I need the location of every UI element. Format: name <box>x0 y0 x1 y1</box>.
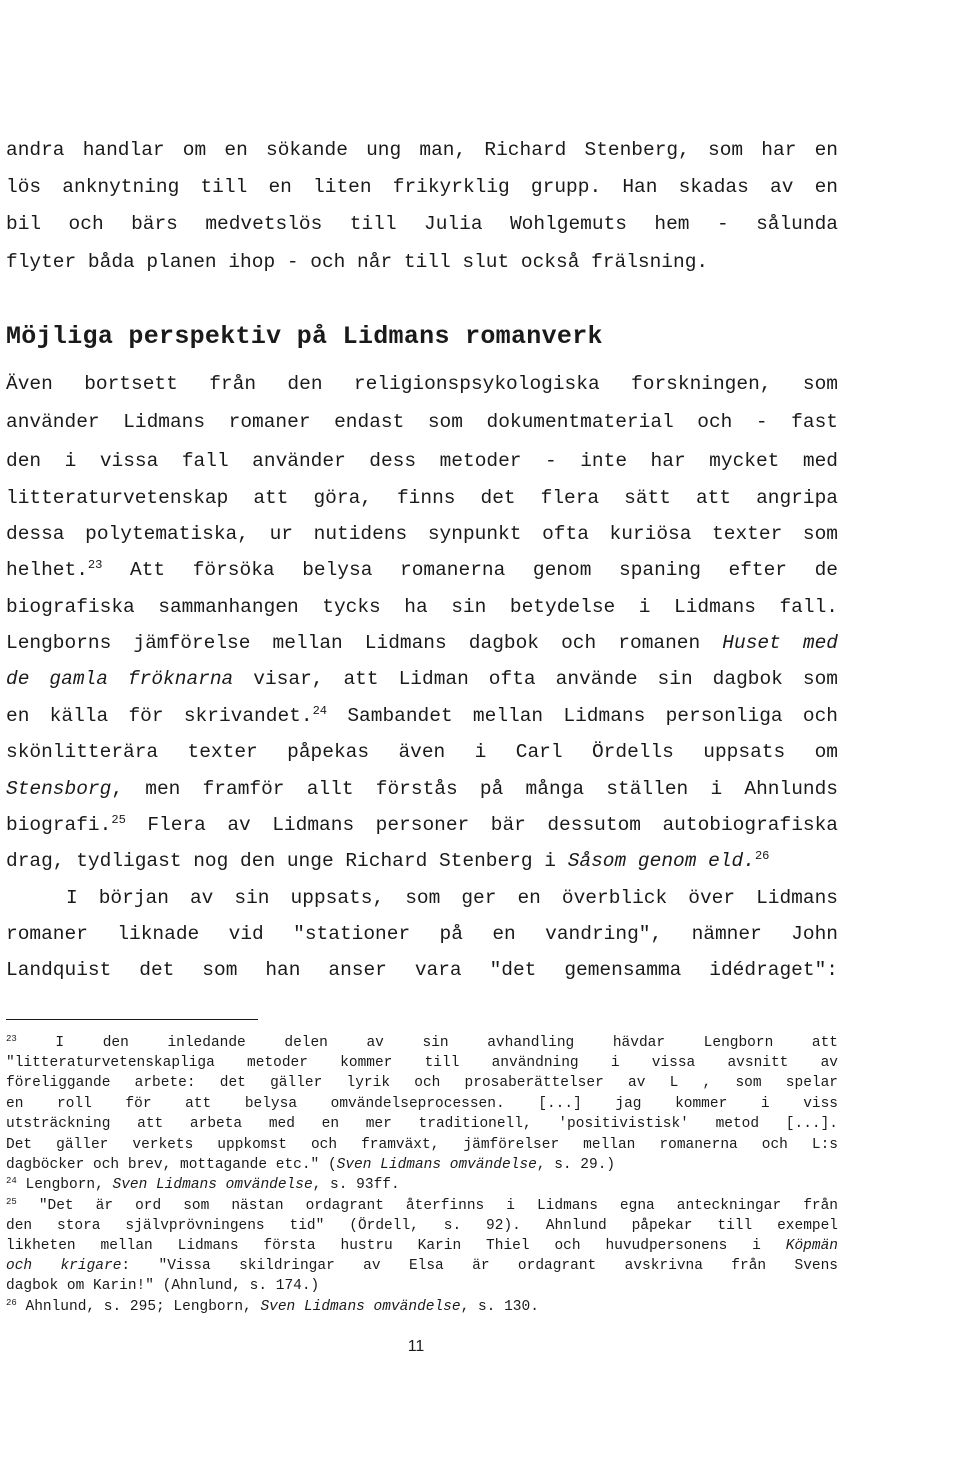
body-line-5: dessa polytematiska, ur nutidens synpunkt ofta kuriösa texter som <box>6 523 838 545</box>
intro-line-1: andra handlar om en sökande ung man, Richard Stenberg, som har en <box>6 139 838 161</box>
body-line-17: Landquist det som han anser vara "det gemensamma idédraget": <box>6 959 838 981</box>
intro-line-3: bil och bärs medvetslös till Julia Wohlgemuts hem - sålunda <box>6 213 838 235</box>
text: Sven Lidmans omvändelse <box>112 1177 313 1193</box>
text: , s. 29.) <box>536 1157 616 1173</box>
text: , men framför allt förstås på många ställen i Ahnlunds <box>111 778 838 800</box>
footnote-number-25: 25 <box>6 1196 17 1207</box>
body-line-2: använder Lidmans romaner endast som dokumentmaterial och - fast <box>6 411 838 433</box>
footnote-ref-24: 24 <box>312 703 328 718</box>
text: I den inledande delen av sin avhandling hävdar Lengborn att <box>16 1035 838 1051</box>
footnote-25-line-5: dagbok om Karin!" (Ahnlund, s. 174.) <box>6 1278 320 1294</box>
footnote-23-line-3: föreliggande arbete: det gäller lyrik och prosaberättelser av L , som spelar <box>6 1075 838 1091</box>
footnote-23-line-6: Det gäller verkets uppkomst och framväxt, jämförelser mellan romanerna och L:s <box>6 1137 838 1153</box>
text: , s. 130. <box>460 1299 539 1315</box>
footnote-ref-25: 25 <box>111 812 126 827</box>
footnote-ref-23: 23 <box>87 557 103 572</box>
text: en källa för skrivandet. <box>6 705 313 727</box>
footnote-23-line-4: en roll för att belysa omvändelseprocessen. [...] jag kommer i viss <box>6 1096 838 1112</box>
body-line-14 <box>6 849 838 873</box>
text: visar, att Lidman ofta använde sin dagbok som <box>233 668 838 690</box>
text: "Det är ord som nästan ordagrant återfinns i Lidmans egna anteckningar från <box>16 1198 838 1214</box>
body-line-11: skönlitterära texter påpekas även i Carl Ördells uppsats om <box>6 741 838 763</box>
footnote-25-line-2: den stora självprövningens tid" (Ördell, s. 92). Ahnlund påpekar till exempel <box>6 1218 838 1234</box>
footnote-number-26: 26 <box>6 1297 17 1308</box>
title-huset-med: Huset med <box>722 632 838 654</box>
title-de-gamla-froknarna: de gamla fröknarna <box>6 668 234 690</box>
body-line-10 <box>6 704 838 728</box>
footnote-rule <box>6 1019 258 1020</box>
footnote-number-24: 24 <box>6 1175 17 1186</box>
body-line-7: biografiska sammanhangen tycks ha sin betydelse i Lidmans fall. <box>6 596 838 618</box>
text: Sven Lidmans omvändelse <box>336 1157 537 1173</box>
footnote-26 <box>6 1297 838 1317</box>
body-line-12 <box>6 777 838 801</box>
text: Lengborn, <box>16 1177 113 1193</box>
text: dagböcker och brev, mottagande etc." ( <box>6 1157 337 1173</box>
body-line-4: litteraturvetenskap att göra, finns det flera sätt att angripa <box>6 487 838 509</box>
text: , s. 93ff. <box>312 1177 400 1193</box>
body-line-9 <box>6 667 838 691</box>
footnote-25-line-3 <box>6 1236 838 1256</box>
text: Sambandet mellan Lidmans personliga och <box>327 705 838 727</box>
body-line-15: I början av sin uppsats, som ger en överblick över Lidmans <box>66 887 838 909</box>
intro-line-4: flyter båda planen ihop - och når till slut också frälsning. <box>6 251 709 273</box>
text: och krigare <box>6 1258 122 1274</box>
title-sasom-genom-eld: Såsom genom eld. <box>567 850 755 872</box>
footnote-23-line-5: utsträckning att arbeta med en mer traditionell, 'positivistisk' metod [...]. <box>6 1116 838 1132</box>
footnote-23-line-2: "litteraturvetenskapliga metoder kommer till användning i vissa avsnitt av <box>6 1055 838 1071</box>
text: Lengborns jämförelse mellan Lidmans dagbok och romanen <box>6 632 723 654</box>
text: Sven Lidmans omvändelse <box>260 1299 461 1315</box>
section-heading: Möjliga perspektiv på Lidmans romanverk <box>6 322 603 351</box>
text: helhet. <box>6 559 88 581</box>
footnote-25-line-1 <box>6 1196 838 1216</box>
intro-line-2: lös anknytning till en liten frikyrklig grupp. Han skadas av en <box>6 176 838 198</box>
text: likheten mellan Lidmans första hustru Karin Thiel och huvudpersonens i <box>6 1238 786 1254</box>
footnote-23-line-1 <box>6 1033 838 1053</box>
text: Flera av Lidmans personer bär dessutom autobiografiska <box>125 814 838 836</box>
body-line-1: Även bortsett från den religionspsykologiska forskningen, som <box>6 373 838 395</box>
text: drag, tydligast nog den unge Richard Stenberg i <box>6 850 568 872</box>
footnote-24 <box>6 1175 838 1195</box>
footnote-number-23: 23 <box>6 1033 17 1044</box>
title-stensborg: Stensborg <box>6 778 112 800</box>
text: Att försöka belysa romanerna genom spaning efter de <box>102 559 838 581</box>
footnote-23-line-7 <box>6 1155 838 1175</box>
footnote-25-line-4 <box>6 1256 838 1276</box>
text: biografi. <box>6 814 112 836</box>
body-line-8 <box>6 631 838 655</box>
page-number: 11 <box>407 1338 425 1355</box>
text: Köpmän <box>785 1238 838 1254</box>
body-line-3: den i vissa fall använder dess metoder - inte har mycket med <box>6 450 838 472</box>
text: : "Vissa skildringar av Elsa är ordagrant avskrivna från Svens <box>121 1258 838 1274</box>
text: Ahnlund, s. 295; Lengborn, <box>16 1299 261 1315</box>
footnote-ref-26: 26 <box>754 848 770 863</box>
body-line-6 <box>6 558 838 582</box>
body-line-16: romaner liknade vid "stationer på en vandring", nämner John <box>6 923 838 945</box>
body-line-13 <box>6 813 838 837</box>
